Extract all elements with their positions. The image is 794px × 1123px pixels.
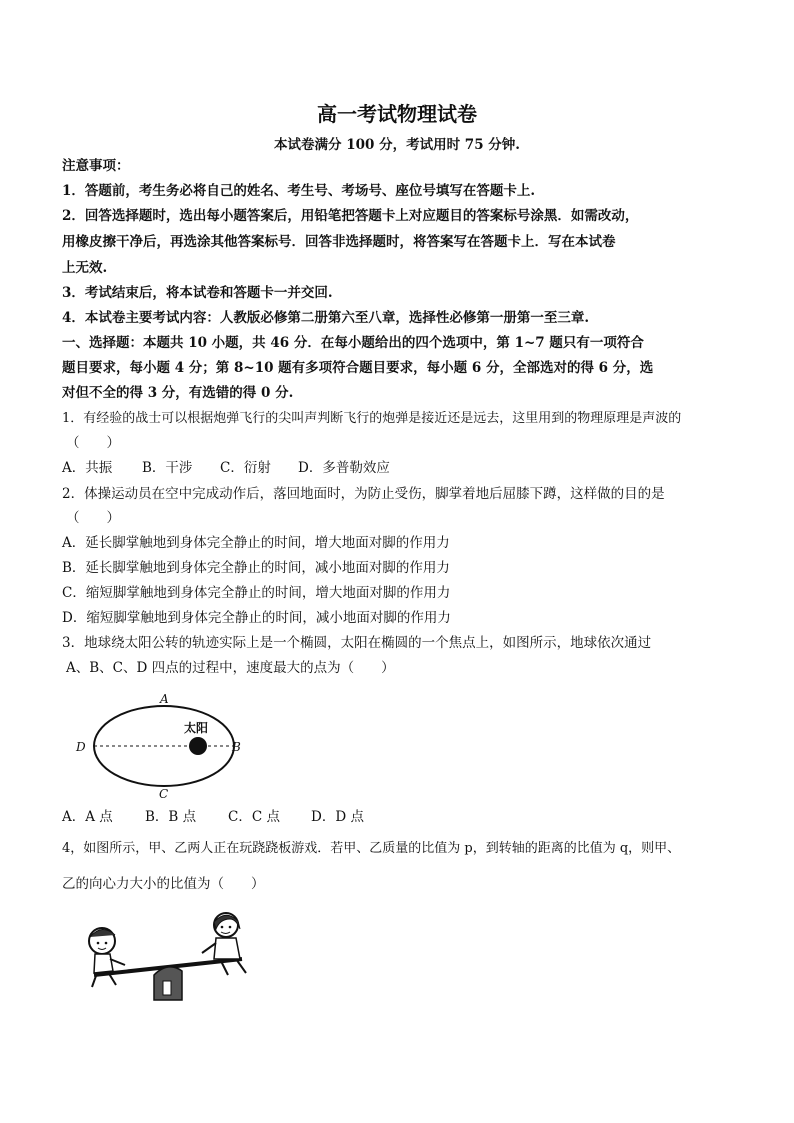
q2-option-d: D．缩短脚掌触地到身体完全静止的时间，减小地面对脚的作用力: [62, 610, 451, 626]
q4-stem-line-1: 4，如图所示，甲、乙两人正在玩跷跷板游戏．若甲、乙质量的比值为 p，到转轴的距离的比值为 q，则甲、: [62, 841, 681, 856]
section-1-line-2: 题目要求，每小题 4 分；第 8~10 题有多项符合题目要求，每小题 6 分，全部选对的得 6 分，选: [62, 360, 654, 376]
seesaw-illustration: [70, 905, 260, 1005]
q2-option-a: A．延长脚掌触地到身体完全静止的时间，增大地面对脚的作用力: [62, 535, 450, 551]
notes-heading: 注意事项：: [62, 158, 130, 174]
note-2-line-3: 上无效.: [62, 260, 108, 276]
q2-option-b: B．延长脚掌触地到身体完全静止的时间，减小地面对脚的作用力: [62, 560, 450, 576]
point-b-label: B: [232, 740, 241, 754]
q3-option-d: D．D 点: [311, 809, 364, 825]
point-a-label: A: [160, 692, 169, 706]
sun-label: 太阳: [184, 721, 209, 735]
note-4: 4．本试卷主要考试内容：人教版必修第二册第六至八章，选择性必修第一册第一至三章.: [62, 310, 590, 326]
section-1-line-3: 对但不全的得 3 分，有选错的得 0 分.: [62, 385, 294, 401]
note-1: 1．答题前，考生务必将自己的姓名、考生号、考场号、座位号填写在答题卡上.: [62, 183, 536, 199]
note-2-line-1: 2．回答选择题时，选出每小题答案后，用铅笔把答题卡上对应题目的答案标号涂黑．如需改动，: [62, 208, 639, 224]
sun-icon: [189, 737, 207, 755]
q1-option-d: D．多普勒效应: [298, 460, 390, 476]
point-c-label: C: [159, 787, 169, 800]
note-2-line-2: 用橡皮擦干净后，再选涂其他答案标号．回答非选择题时，将答案写在答题卡上．写在本试卷: [62, 234, 616, 250]
pivot-slot: [163, 981, 171, 995]
point-d-label: D: [76, 740, 86, 754]
q2-stem: 2．体操运动员在空中完成动作后，落回地面时，为防止受伤，脚掌着地后屈膝下蹲，这样做的目的是: [62, 486, 665, 502]
orbit-diagram: [70, 690, 260, 800]
q1-option-a: A．共振: [62, 460, 113, 476]
q2-option-c: C．缩短脚掌触地到身体完全静止的时间，增大地面对脚的作用力: [62, 585, 451, 601]
child-left: [89, 928, 125, 987]
q3-options: [62, 808, 364, 826]
q3-option-a: A．A 点: [62, 809, 113, 825]
q1-option-c: C．衍射: [220, 460, 271, 476]
q4-stem-line-2: 乙的向心力大小的比值为（ ）: [62, 876, 265, 892]
exam-subtitle: 本试卷满分 100 分，考试用时 75 分钟.: [274, 137, 520, 153]
page-title: 高一考试物理试卷: [317, 102, 477, 126]
q1-stem: 1．有经验的战士可以根据炮弹飞行的尖叫声判断飞行的炮弹是接近还是远去，这里用到的物理原理是声波的: [62, 411, 682, 426]
q3-stem-line-1: 3．地球绕太阳公转的轨迹实际上是一个椭圆，太阳在椭圆的一个焦点上，如图所示，地球依次通过: [62, 635, 652, 651]
q1-option-b: B．干涉: [142, 460, 193, 476]
q3-stem-line-2: A、B、C、D 四点的过程中，速度最大的点为（ ）: [66, 660, 395, 676]
q3-option-c: C．C 点: [228, 809, 280, 825]
note-3: 3．考试结束后，将本试卷和答题卡一并交回.: [62, 285, 333, 301]
section-1-line-1: 一、选择题：本题共 10 小题，共 46 分．在每小题给出的四个选项中，第 1~7 题只有一项符合: [62, 335, 644, 351]
q1-blank: （ ）: [66, 435, 120, 451]
q3-option-b: B．B 点: [145, 809, 197, 825]
q2-blank: （ ）: [66, 510, 120, 526]
child-right: [202, 913, 246, 975]
q1-options: [62, 459, 390, 477]
